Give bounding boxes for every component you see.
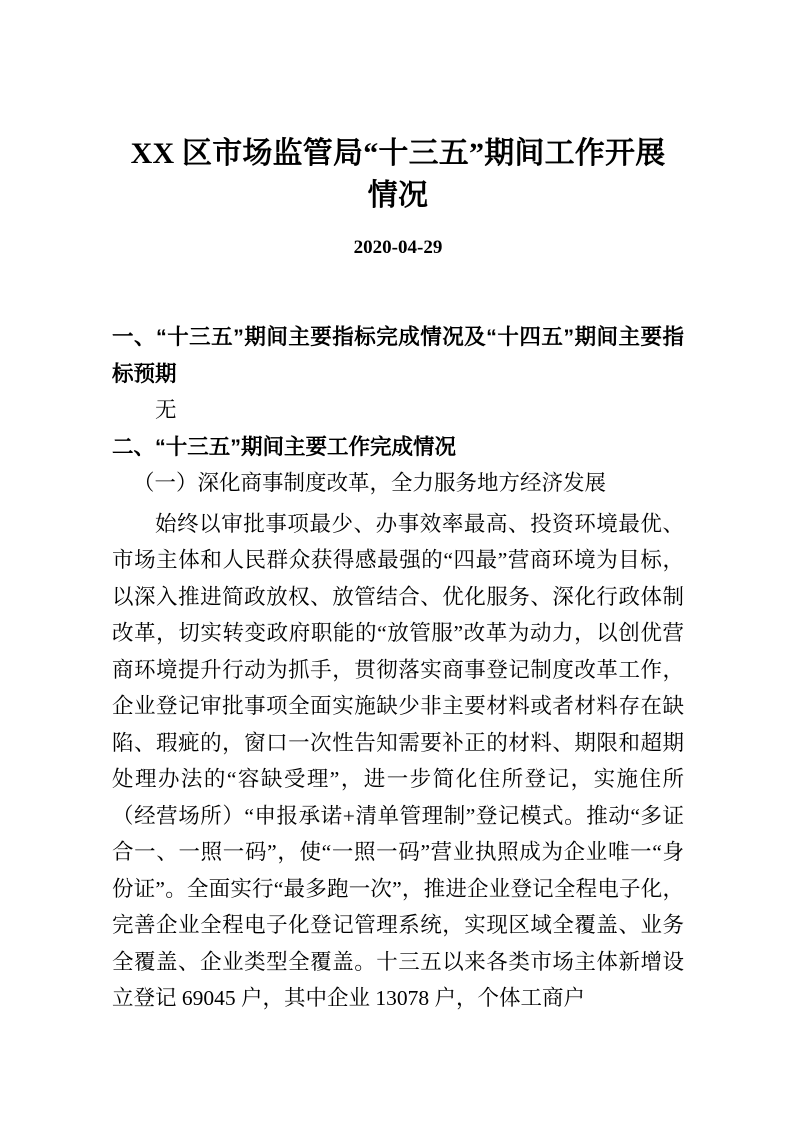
section-one-note: 无: [155, 398, 177, 422]
body-paragraph-container: [112, 502, 684, 1017]
section-heading-one: 一、“十三五”期间主要指标完成情况及“十四五”期间主要指标预期: [112, 325, 684, 386]
page-title: [112, 0, 684, 217]
section-heading-two: 二、“十三五”期间主要工作完成情况: [112, 434, 457, 459]
body-paragraph: 始终以审批事项最少、办事效率最高、投资环境最优、市场主体和人民群众获得感最强的“四最”营商环境为目标，以深入推进简政放权、放管结合、优化服务、深化行政体制改革，切实转变政府职能的“放管服”改革为动力，以创优营商环境提升行动为抓手，贯彻落实商事登记制度改革工作，企业登记审批事项全面实施缺少非主要材料或者材料存在缺陷、瑕疵的，窗口一次性告知需要补正的材料、期限和超期处理办法的“容缺受理”，进一步简化住所登记，实施住所（经营场所）“申报承诺+清单管理制”登记模式。推动“多证合一、一照一码”，使“一照一码”营业执照成为企业唯一“身份证”。全面实行“最多跑一次”，推进企业登记全程电子化，完善企业全程电子化登记管理系统，实现区域全覆盖、业务全覆盖、企业类型全覆盖。十三五以来各类市场主体新增设立登记 69045 户，其中企业 13078 户，个体工商户: [112, 511, 684, 1010]
page-title-line-2: 情况: [367, 179, 429, 212]
document-content: [112, 0, 684, 1017]
page-title-line-1: XX 区市场监管局“十三五”期间工作开展: [130, 137, 666, 170]
document-date: 2020-04-29: [353, 237, 443, 258]
subsection-title-one: （一）深化商事制度改革，全力服务地方经济发展: [133, 471, 607, 495]
